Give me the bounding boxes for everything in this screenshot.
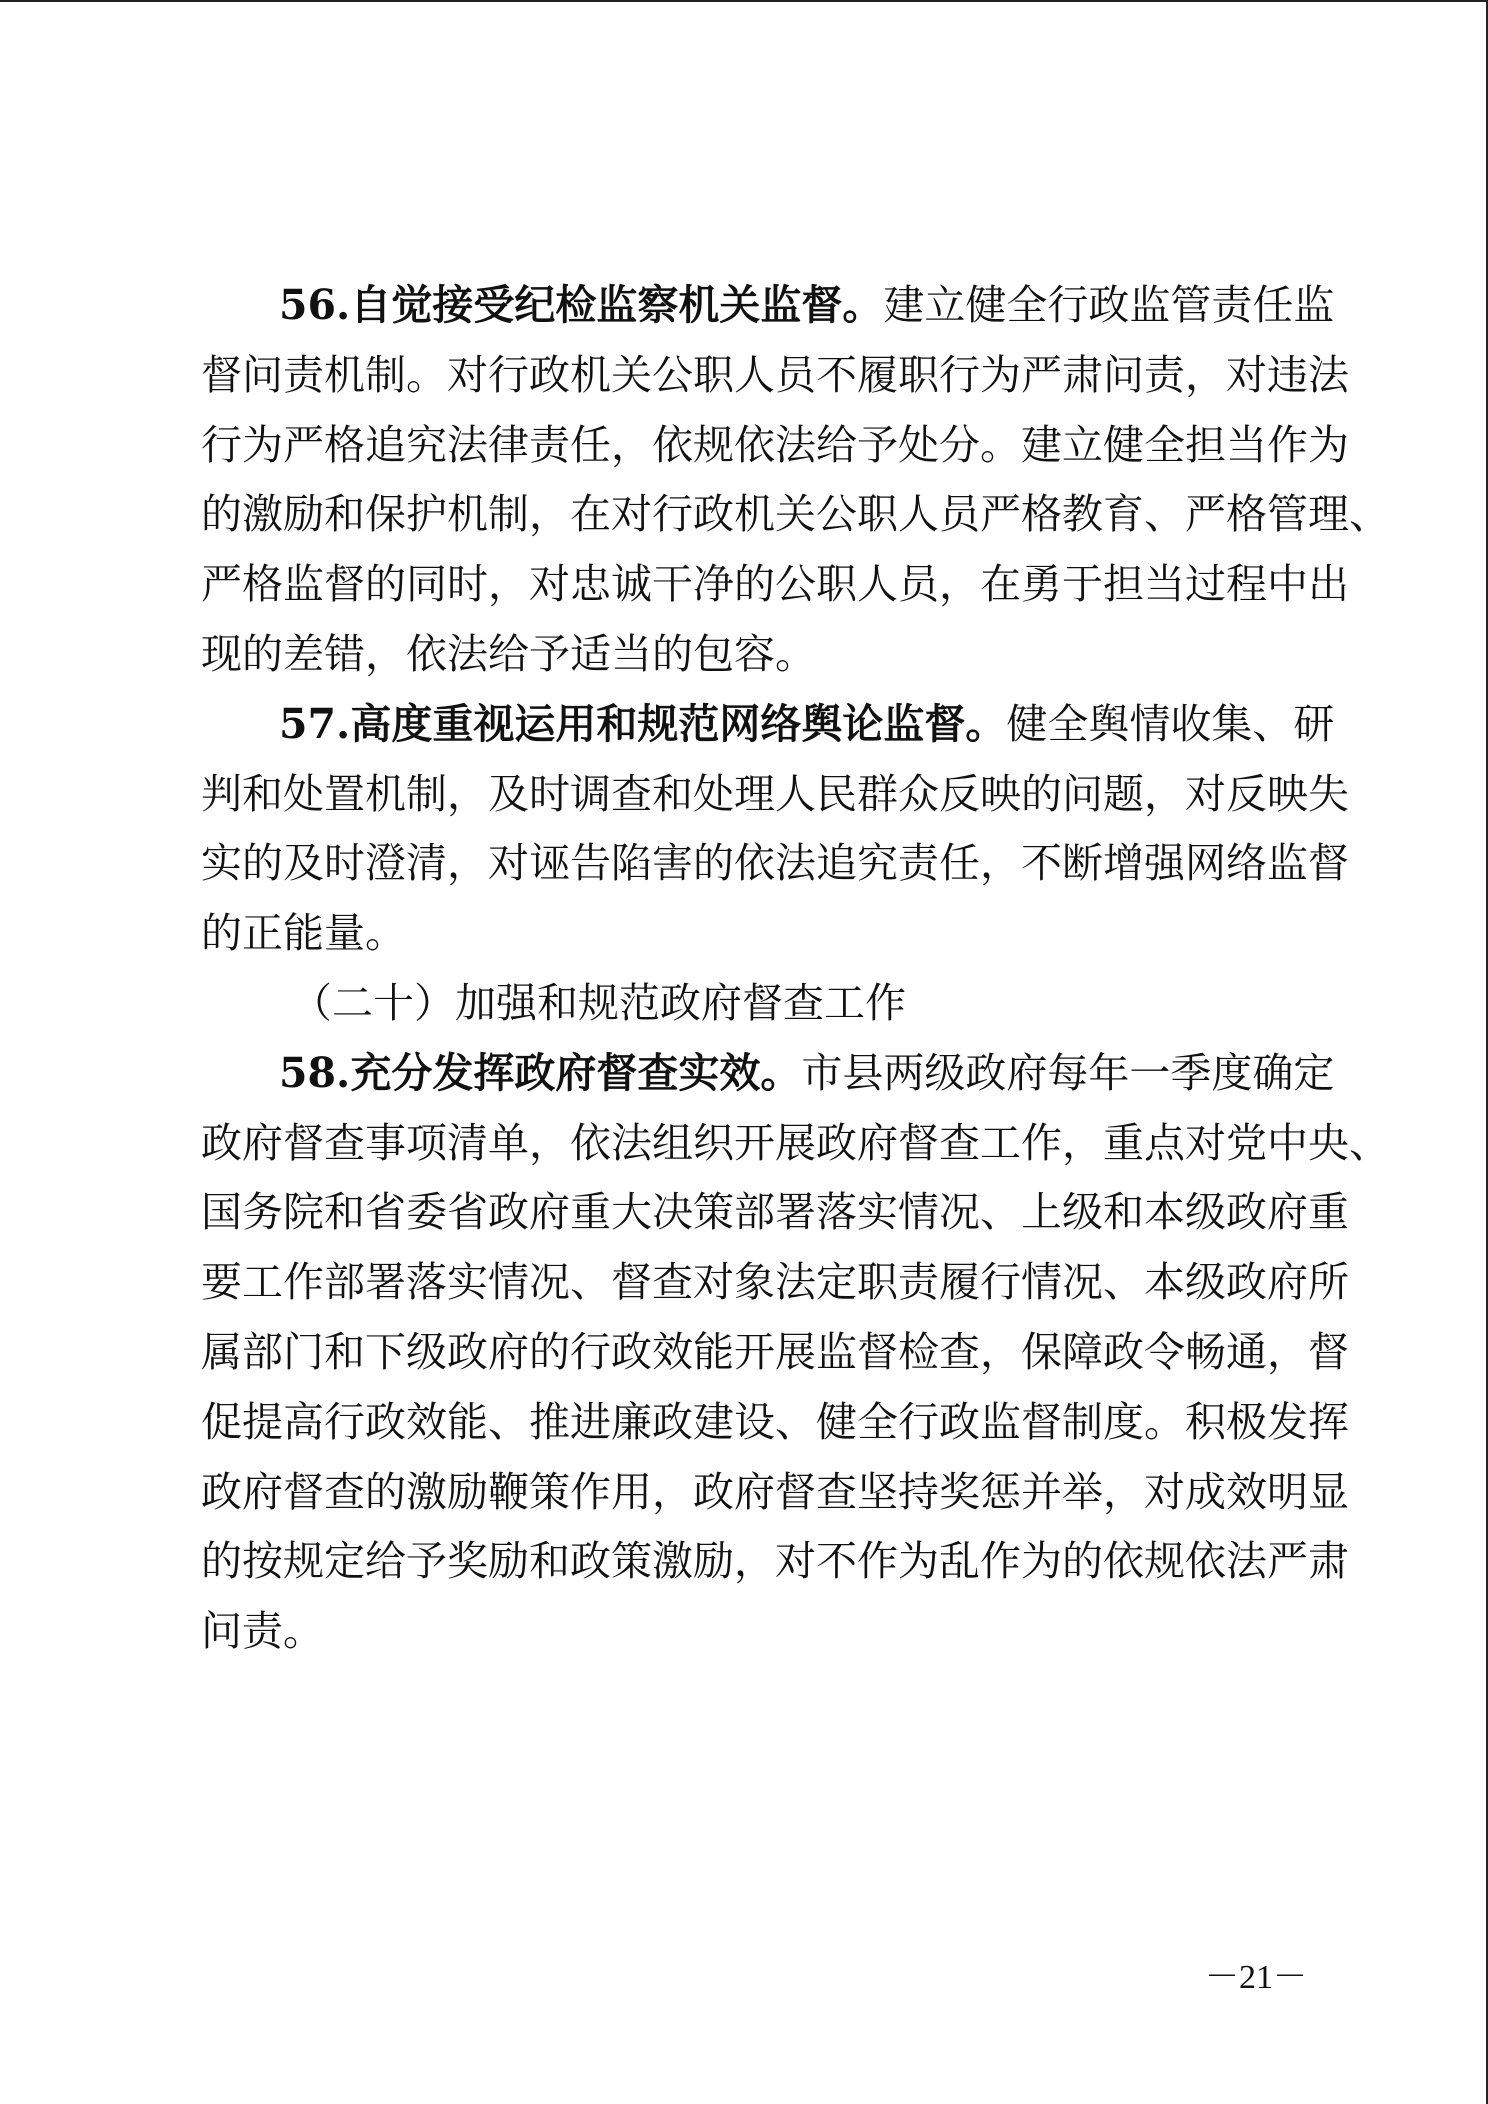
paragraph-line: 问责。: [201, 1607, 324, 1656]
paragraph-line: 要工作部署落实情况、督查对象法定职责履行情况、本级政府所: [201, 1258, 1349, 1307]
section-heading: （二十）加强和规范政府督查工作: [291, 978, 906, 1027]
line-text: 健全舆情收集、研: [1006, 699, 1335, 748]
paragraph-line: [201, 690, 1335, 760]
paragraph-line: 的激励和保护机制，在对行政机关公职人员严格教育、严格管理、: [201, 490, 1390, 539]
line-text: 建立健全行政监管责任监: [883, 281, 1335, 329]
paragraph-lead: 56.自觉接受纪检监察机关监督。: [279, 281, 884, 329]
paragraph-line: 的按规定给予奖励和政策激励，对不作为乱作为的依规依法严肃: [201, 1537, 1349, 1586]
paragraph-line: 严格监督的同时，对忠诚干净的公职人员，在勇于担当过程中出: [201, 560, 1349, 609]
paragraph-line: 实的及时澄清，对诬告陷害的依法追究责任，不断增强网络监督: [201, 839, 1349, 888]
paragraph-line: 现的差错，依法给予适当的包容。: [201, 629, 816, 678]
paragraph-line: 督问责机制。对行政机关公职人员不履职行为严肃问责，对违法: [201, 350, 1349, 399]
line-text: 市县两级政府每年一季度确定: [801, 1048, 1335, 1097]
paragraph-line: 属部门和下级政府的行政效能开展监督检查，保障政令畅通，督: [201, 1327, 1349, 1376]
document-body: [201, 271, 1390, 1667]
paragraph-line: 的正能量。: [201, 909, 406, 958]
paragraph-line: 政府督查的激励鞭策作用，政府督查坚持奖惩并举，对成效明显: [201, 1467, 1349, 1516]
page-number: －21－: [1205, 1959, 1307, 1996]
paragraph-line: 政府督查事项清单，依法组织开展政府督查工作，重点对党中央、: [201, 1118, 1390, 1167]
paragraph-line: [201, 1039, 1335, 1109]
paragraph-line: 行为严格追究法律责任，依规依法给予处分。建立健全担当作为: [201, 420, 1349, 469]
paragraph-57: [201, 690, 1349, 969]
paragraph-line: 国务院和省委省政府重大决策部署落实情况、上级和本级政府重: [201, 1188, 1349, 1237]
paragraph-58: [201, 1039, 1390, 1667]
paragraph-line: [201, 271, 1335, 341]
page-border-top: [0, 0, 1488, 2]
paragraph-56: [201, 271, 1390, 690]
paragraph-line: 判和处置机制，及时调查和处理人民群众反映的问题，对反映失: [201, 769, 1349, 818]
paragraph-lead: 57.高度重视运用和规范网络舆论监督。: [279, 699, 1007, 748]
paragraph-line: 促提高行政效能、推进廉政建设、健全行政监督制度。积极发挥: [201, 1397, 1349, 1446]
paragraph-lead: 58.充分发挥政府督查实效。: [279, 1048, 802, 1097]
